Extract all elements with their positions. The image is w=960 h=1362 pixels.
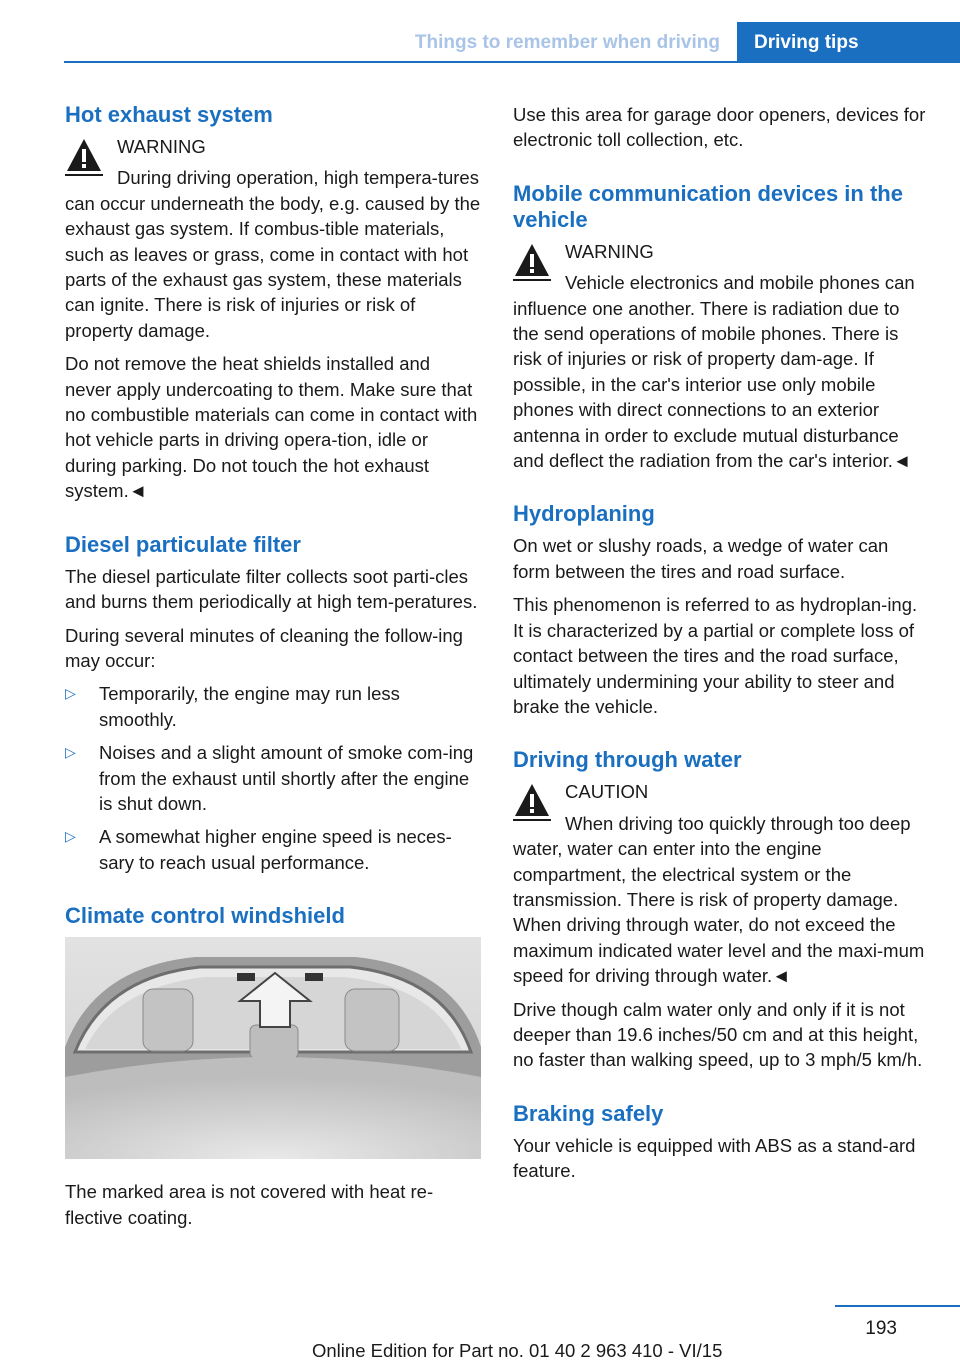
list-item: ▷ Temporarily, the engine may run less smoothly. (65, 683, 400, 730)
page-number: 193 (865, 1318, 897, 1339)
heading-mobile-devices: Mobile communication devices in the vehicle (513, 180, 903, 232)
warning-text: Vehicle electronics and mobile phones can influence one another. There is radiation due to the send operations of mobile phones. There is risk of injuries or risk of property dam-age. If possible, in the car's interior use only mobile phones with direct connections to an exterior antenna in order to exclude mutual disturbance and deflect the radiation from the car's interior.◄ (513, 272, 915, 472)
heading-climate-windshield: Climate control windshield (65, 903, 345, 929)
warning-text: During driving operation, high tempera-tures can occur underneath the body, e.g. caused by the exhaust gas system. If combus-tible materials, such as leaves or grass, come in contact with hot parts of the exhaust gas system, these materials can ignite. There is risk of injuries or risk of property damage. (65, 167, 481, 341)
header-chapter-tab: Driving tips (737, 22, 960, 63)
windshield-photo (65, 937, 481, 1159)
list-item: ▷ A somewhat higher engine speed is neces-sary to reach usual performance. (65, 826, 452, 873)
heading-braking-safely: Braking safely (513, 1100, 664, 1126)
right-column (513, 102, 929, 1192)
edition-note: Online Edition for Part no. 01 40 2 963 410 - VI/15 (312, 1340, 723, 1361)
paragraph-hydro-1: On wet or slushy roads, a wedge of water can form between the tires and road surface. (513, 535, 889, 582)
triangle-bullet-icon: ▷ (65, 744, 76, 761)
header-section-title: Things to remember when driving (414, 32, 720, 53)
caution-text: When driving too quickly through too deep water, water can enter into the engine compartment, the electrical system or the transmission. There is risk of property damage. When driving through water, do not exceed the maximum indicated water level and the maxi-mum speed for driving through water.◄ (513, 812, 925, 987)
heading-hydroplaning: Hydroplaning (513, 501, 655, 527)
diesel-bullet-list (65, 681, 481, 875)
warning-label: WARNING (117, 136, 206, 157)
warning-mobile-devices (513, 239, 929, 474)
triangle-bullet-icon: ▷ (65, 685, 76, 702)
paragraph-diesel-1: The diesel particulate filter collects soot parti-cles and burns them periodically at high tem-peratures. (65, 565, 478, 613)
paragraph-water: Drive though calm water only and only if it is not deeper than 19.6 inches/50 cm and at this height, no faster than walking speed, up to 3 mph/5 km/h. (513, 998, 923, 1071)
warning-hot-exhaust (65, 134, 481, 343)
left-column (65, 102, 481, 1238)
heading-hot-exhaust: Hot exhaust system (65, 102, 273, 127)
heading-driving-through-water: Driving through water (513, 747, 742, 773)
paragraph-intro: Use this area for garage door openers, devices for electronic toll collection, etc. (513, 104, 926, 151)
photo-caption: The marked area is not covered with heat re-flective coating. (65, 1181, 434, 1228)
warning-label: WARNING (565, 240, 654, 262)
list-item: ▷ Noises and a slight amount of smoke com-ing from the exhaust until shortly after the engine is shut down. (65, 742, 474, 814)
heading-diesel-filter: Diesel particulate filter (65, 531, 301, 557)
paragraph-hydro-2: This phenomenon is referred to as hydroplan-ing. It is characterized by a partial or complete loss of contact between the tires and the road surface, ultimately undermining your ability to steer and brake the vehicle. (513, 594, 918, 717)
paragraph-diesel-2: During several minutes of cleaning the follow-ing may occur: (65, 624, 463, 671)
paragraph-heat-shields: Do not remove the heat shields installed and never apply undercoating to them. Make sure that no combustible materials can come in contact with hot vehicle parts in driving opera-tion, idle or during parking. Do not touch the hot exhaust system.◄ (65, 353, 478, 502)
caution-label: CAUTION (565, 781, 649, 803)
warning-triangle-icon (513, 781, 551, 821)
caution-water (513, 779, 929, 988)
warning-triangle-icon (65, 136, 103, 176)
paragraph-braking: Your vehicle is equipped with ABS as a stand-ard feature. (513, 1134, 916, 1182)
warning-triangle-icon (513, 241, 551, 281)
footer-rule (835, 1305, 960, 1307)
triangle-bullet-icon: ▷ (65, 828, 76, 845)
